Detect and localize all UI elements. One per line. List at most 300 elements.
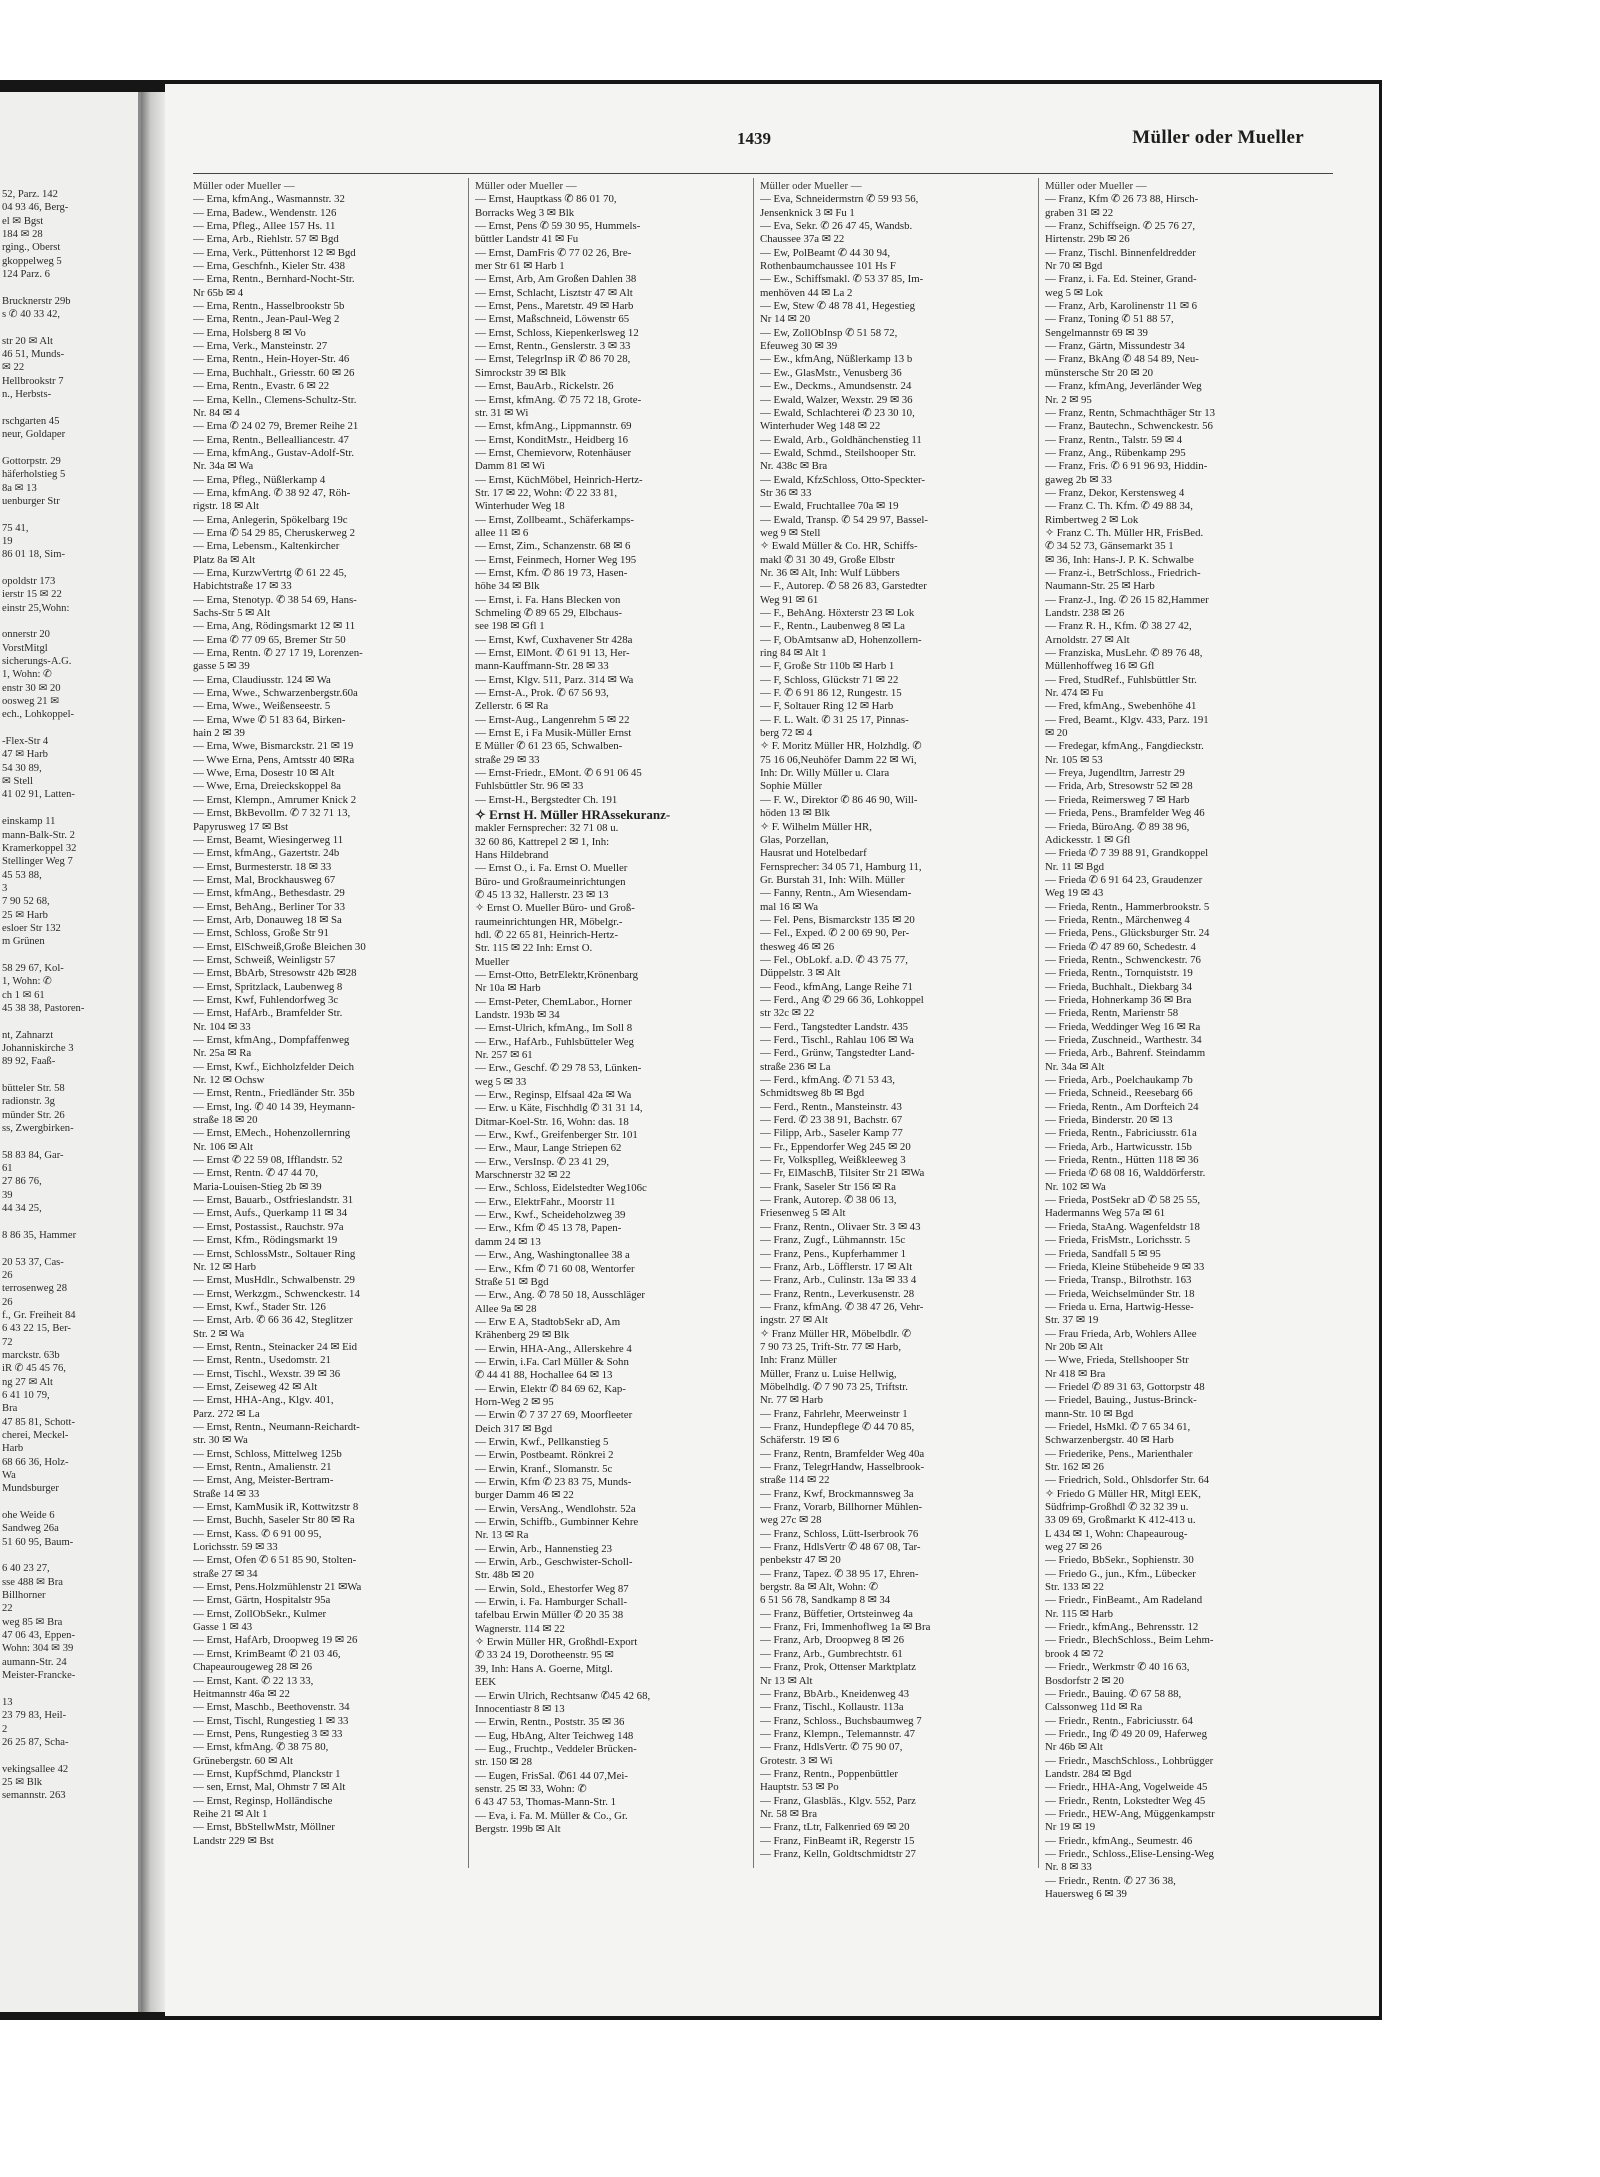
directory-entry: — Friedr., kfmAng., Seumestr. 46 (1045, 1834, 1193, 1847)
directory-entry: — Franz-J., Ing. ✆ 26 15 82,Hammer (1045, 593, 1209, 606)
directory-entry: straße 18 ✉ 20 (193, 1114, 258, 1127)
directory-entry: — Franz, Bautechn., Schwenckestr. 56 (1045, 420, 1213, 433)
directory-entry: Hauptstr. 53 ✉ Po (760, 1781, 839, 1794)
directory-entry: — Ewald, Schlachterei ✆ 23 30 10, (760, 406, 915, 419)
directory-column-4 (1045, 180, 1330, 1901)
directory-entry: — Ernst, Schloss, Mittelweg 125b (193, 1447, 342, 1460)
directory-entry: — Friedo G., jun., Kfm., Lübecker (1045, 1567, 1196, 1580)
directory-entry: bergstr. 8a ✉ Alt, Wohn: ✆ (760, 1581, 878, 1594)
directory-entry: — Frieda, Rentn., Märchenweg 4 (1045, 913, 1190, 926)
left-fragment-line: 6 40 23 27, (2, 1563, 50, 1575)
directory-entry: Str. 2 ✉ Wa (193, 1327, 245, 1340)
left-fragment-line: rging., Oberst (2, 242, 61, 254)
directory-entry: — Ewald, Arb., Goldhänchenstieg 11 (760, 433, 922, 446)
directory-entry: — Erwin Ulrich, Rechtsanw ✆45 42 68, (475, 1689, 651, 1702)
directory-entry: — Frieda, Weddinger Weg 16 ✉ Ra (1045, 1020, 1201, 1033)
directory-entry: — Erna, Ang, Rödingsmarkt 12 ✉ 11 (193, 620, 356, 633)
directory-entry: — Freya, Jugendltrn, Jarrestr 29 (1045, 767, 1185, 780)
left-fragment-line: 13 (2, 1696, 13, 1708)
directory-entry: ✆ 33 24 19, Dorotheenstr. 95 ✉ (475, 1649, 614, 1662)
left-fragment-line: ng 27 ✉ Alt (2, 1376, 53, 1388)
left-fragment-line: VorstMitgl (2, 642, 48, 654)
directory-entry: — Ernst, Aufs., Querkamp 11 ✉ 34 (193, 1207, 348, 1220)
left-fragment-line: ech., Lohkoppel- (2, 709, 75, 721)
left-fragment-line (2, 949, 138, 962)
directory-entry: Südfrimp-Großhdl ✆ 32 32 39 u. (1045, 1501, 1189, 1514)
directory-entry: — Franz, Kelln, Goldtschmidtstr 27 (760, 1847, 916, 1860)
directory-entry: — Ernst, Ofen ✆ 6 51 85 90, Stolten- (193, 1554, 357, 1567)
left-fragment-line (2, 615, 138, 628)
left-fragment-line (2, 722, 138, 735)
left-fragment-line: iR ✆ 45 45 76, (2, 1363, 66, 1375)
left-fragment-line: Meister-Francke- (2, 1670, 76, 1682)
directory-entry: — Erw., Maur, Lange Striepen 62 (475, 1142, 622, 1155)
directory-entry: — Ernst, BauArb., Rickelstr. 26 (475, 380, 614, 393)
directory-entry: — Ernst, BehAng., Berliner Tor 33 (193, 900, 345, 913)
directory-entry: Naumann-Str. 25 ✉ Harb (1045, 580, 1155, 593)
directory-entry: — Ernst, Rentn. ✆ 47 44 70, (193, 1167, 319, 1180)
column-head: Müller oder Mueller — (193, 180, 295, 192)
directory-entry: — Friedr., Bauing. ✆ 67 58 88, (1045, 1687, 1182, 1700)
directory-entry: — Erna, kfmAng., Wasmannstr. 32 (193, 193, 345, 206)
directory-entry: Rothenbaumchaussee 101 Hs F (760, 260, 896, 273)
directory-entry: — Friedr., Rentn. ✆ 27 36 38, (1045, 1874, 1176, 1887)
directory-entry: — Franz, kfmAng. ✆ 38 47 26, Vehr- (760, 1300, 924, 1313)
directory-entry: Reihe 21 ✉ Alt 1 (193, 1807, 268, 1820)
left-fragment-line: 75 41, (2, 522, 29, 534)
directory-entry: — Ernst, Maschb., Beethovenstr. 34 (193, 1701, 350, 1714)
directory-entry: ✧ F. Wilhelm Müller HR, (760, 820, 872, 833)
left-fragment-line: einskamp 11 (2, 816, 56, 828)
directory-entry: — Franz, Rentn., Leverkusenstr. 28 (760, 1287, 915, 1300)
directory-entry: — Ernst, Postassist., Rauchstr. 97a (193, 1220, 344, 1233)
left-fragment-line: ss, Zwergbirken- (2, 1123, 74, 1135)
left-fragment-line: Billhorner (2, 1590, 46, 1602)
directory-entry: — Franz, Arb., Löfflerstr. 17 ✉ Alt (760, 1260, 913, 1273)
directory-entry: hain 2 ✉ 39 (193, 727, 245, 740)
directory-entry: Lorichsstr. 59 ✉ 33 (193, 1541, 278, 1554)
directory-entry: — Ernst, kfmAng., Gazertstr. 24b (193, 847, 340, 860)
left-fragment-line: uenburger Str (2, 495, 60, 507)
directory-entry: Nr. 8 ✉ 33 (1045, 1861, 1092, 1874)
directory-entry: — Ernst, Zeiseweg 42 ✉ Alt (193, 1380, 318, 1393)
directory-entry: — Erw., Geschf. ✆ 29 78 53, Lünken- (475, 1062, 642, 1075)
left-fragment-line: 89 92, Faaß- (2, 1056, 56, 1068)
directory-entry: — Franz, Fri, Immenhoflweg 1a ✉ Bra (760, 1621, 931, 1634)
directory-entry: Efeuweg 30 ✉ 39 (760, 340, 838, 353)
directory-entry: Schwarzenbergstr. 40 ✉ Harb (1045, 1434, 1174, 1447)
left-fragment-line: ✉ 22 (2, 362, 25, 374)
directory-entry: — Ernst, Pens, Rungestieg 3 ✉ 33 (193, 1727, 343, 1740)
left-fragment-line: weg 85 ✉ Bra (2, 1616, 63, 1628)
directory-entry: Nr. 36 ✉ Alt, Inh: Wulf Lübbers (760, 566, 900, 579)
directory-entry: büttler Landstr 41 ✉ Fu (475, 233, 579, 246)
column-divider (753, 178, 754, 1868)
directory-entry: Damm 81 ✉ Wi (475, 460, 545, 473)
directory-entry: Innocentiastr 8 ✉ 13 (475, 1702, 565, 1715)
left-fragment-line (2, 402, 138, 415)
directory-entry: str. 30 ✉ Wa (193, 1434, 248, 1447)
directory-entry: — Erna, Anlegerin, Spökelbarg 19c (193, 513, 348, 526)
directory-entry: — Ernst, Werkzgm., Schwenckestr. 14 (193, 1287, 360, 1300)
directory-entry: Hans Hildebrand (475, 848, 549, 861)
left-fragment-line (2, 1242, 138, 1255)
directory-entry: — Frieda, BüroAng. ✆ 89 38 96, (1045, 820, 1190, 833)
left-fragment-line (2, 1015, 138, 1028)
directory-entry: E Müller ✆ 61 23 65, Schwalben- (475, 740, 623, 753)
directory-entry: 6 51 56 78, Sandkamp 8 ✉ 34 (760, 1594, 891, 1607)
directory-entry: — Frieda, Buchhalt., Diekbarg 34 (1045, 980, 1193, 993)
left-fragment-line: Kramerkoppel 32 (2, 842, 77, 854)
directory-entry: — Frieda, Pens., Glücksburger Str. 24 (1045, 927, 1210, 940)
directory-entry: makler Fernsprecher: 32 71 08 u. (475, 822, 619, 835)
directory-entry: Glas, Porzellan, (760, 833, 829, 846)
directory-entry: — Franz, TelegrHandw, Hasselbrook- (760, 1461, 925, 1473)
directory-entry: mer Str 61 ✉ Harb 1 (475, 260, 565, 273)
directory-entry: — Ernst, Reginsp, Holländische (193, 1794, 333, 1807)
directory-entry: weg 27 ✉ 26 (1045, 1541, 1102, 1554)
directory-entry: Fuhlsbüttler Str. 96 ✉ 33 (475, 780, 584, 793)
directory-entry: — Erna, Pfleg., Allee 157 Hs. 11 (193, 220, 336, 233)
directory-entry: ✧ F. Moritz Müller HR, Holzhdlg. ✆ (760, 740, 922, 753)
directory-entry: mal 16 ✉ Wa (760, 900, 819, 913)
directory-entry: Nr. 257 ✉ 61 (475, 1049, 533, 1061)
directory-entry: — Friedr., BlechSchloss., Beim Lehm- (1045, 1634, 1214, 1647)
directory-entry: — Erna, Arb., Riehlstr. 57 ✉ Bgd (193, 233, 339, 246)
directory-entry: — Erwin, Kranf., Slomanstr. 5c (475, 1462, 613, 1475)
directory-entry: graben 31 ✉ 22 (1045, 206, 1114, 219)
left-fragment-line: 72 (2, 1336, 13, 1348)
directory-entry: — Ernst, Klempn., Amrumer Knick 2 (193, 793, 357, 806)
directory-entry: allee 11 ✉ 6 (475, 526, 529, 539)
left-fragment-line (2, 1135, 138, 1148)
left-fragment-line: 44 34 25, (2, 1203, 42, 1215)
left-fragment-line: 27 86 76, (2, 1176, 42, 1188)
directory-entry: — Erna, KurzwVertrtg ✆ 61 22 45, (193, 566, 347, 579)
directory-entry: — Ernst, Tischl., Wexstr. 39 ✉ 36 (193, 1367, 341, 1380)
directory-entry: 32 60 86, Kattrepel 2 ✉ 1, Inh: (475, 835, 610, 848)
directory-entry: — Fred, kfmAng., Swebenhöhe 41 (1045, 700, 1197, 713)
directory-entry: — Franz-i., BetrSchloss., Friedrich- (1045, 566, 1201, 579)
directory-entry: Nr 20b ✉ Alt (1045, 1340, 1103, 1353)
left-fragment-line: 46 51, Munds- (2, 349, 65, 361)
left-fragment-line: sse 488 ✉ Bra (2, 1576, 63, 1588)
directory-entry: — Erna ✆ 77 09 65, Bremer Str 50 (193, 633, 346, 646)
directory-entry: Hadermanns Weg 57a ✉ 61 (1045, 1207, 1166, 1220)
directory-entry: — Fel., Exped. ✆ 2 00 69 90, Per- (760, 927, 910, 940)
directory-entry: Habichtstraße 17 ✉ 33 (193, 580, 292, 593)
directory-entry: — Erw., Kwf., Greifenberger Str. 101 (475, 1129, 638, 1142)
directory-entry: — Ernst, KamMusik iR, Kottwitzstr 8 (193, 1501, 359, 1514)
left-fragment-line: Wohn: 304 ✉ 39 (2, 1643, 74, 1655)
directory-entry: — Fr, ElMaschB, Tilsiter Str 21 ✉Wa (760, 1167, 925, 1180)
directory-entry: Mueller (475, 955, 510, 968)
left-fragment-line: opoldstr 173 (2, 575, 56, 587)
directory-entry: — Frieda, Reimersweg 7 ✉ Harb (1045, 793, 1190, 806)
directory-entry: 6 43 47 53, Thomas-Mann-Str. 1 (475, 1796, 617, 1809)
directory-entry: Krähenberg 29 ✉ Blk (475, 1329, 570, 1342)
directory-entry: Borracks Weg 3 ✉ Blk (475, 206, 575, 219)
directory-entry: — Ernst, TelegrInsp iR ✆ 86 70 28, (475, 353, 631, 366)
directory-entry: — Frieda, Schneid., Reesebarg 66 (1045, 1087, 1193, 1100)
left-fragment-line: 8a ✉ 13 (2, 482, 37, 494)
directory-entry: — Franz, Arb., Gumbrechtstr. 61 (760, 1647, 903, 1660)
left-fragment-line: s ✆ 40 33 42, (2, 309, 61, 321)
page-header (165, 129, 1379, 159)
directory-entry: Weg 19 ✉ 43 (1045, 887, 1104, 900)
left-fragment-line (2, 1749, 138, 1762)
directory-entry: — Ernst, Kwf, Fuhlendorfweg 3c (193, 993, 339, 1006)
directory-entry: — Ernst, KüchMöbel, Heinrich-Hertz- (475, 473, 643, 486)
directory-entry: — Ernst, Ang, Meister-Bertram- (193, 1474, 334, 1487)
directory-entry: Nr. 34a ✉ Alt (1045, 1060, 1105, 1073)
directory-entry: — Frieda, Rentn., Hammerbrookstr. 5 (1045, 900, 1210, 913)
directory-entry: Nr. 77 ✉ Harb (760, 1394, 824, 1407)
directory-entry: höhe 34 ✉ Blk (475, 580, 540, 593)
directory-entry: Möbelhdlg. ✆ 7 90 73 25, Triftstr. (760, 1380, 908, 1393)
directory-entry: Hirtenstr. 29b ✉ 26 (1045, 233, 1130, 246)
left-fragment-line: 68 66 36, Holz- (2, 1456, 69, 1468)
directory-entry: raumeinrichtungen HR, Möbelgr.- (475, 915, 623, 928)
directory-entry: — Ernst, EMech., Hohenzollernring (193, 1127, 351, 1140)
directory-entry: rigstr. 18 ✉ Alt (193, 500, 260, 513)
directory-entry: — Ernst, Arb, Am Großen Dahlen 38 (475, 273, 637, 286)
directory-entry: — Friedr., HHA-Ang, Vogelweide 45 (1045, 1781, 1208, 1794)
directory-entry: — Franz, i. Fa. Ed. Steiner, Grand- (1045, 273, 1197, 286)
directory-entry: Winterhuder Weg 148 ✉ 22 (760, 420, 881, 433)
left-fragment-line: terrosenweg 28 (2, 1283, 68, 1295)
directory-entry: — Friederike, Pens., Marienthaler (1045, 1447, 1193, 1460)
directory-entry: — Franz, tLtr, Falkenried 69 ✉ 20 (760, 1821, 910, 1834)
directory-entry: — Ernst ✆ 22 59 08, Ifflandstr. 52 (193, 1154, 343, 1167)
directory-entry: — Frank, Autorep. ✆ 38 06 13, (760, 1194, 897, 1207)
left-fragment-line: sicherungs-A.G. (2, 656, 72, 668)
left-fragment-line: cherei, Meckel- (2, 1429, 69, 1441)
directory-entry: mann-Kauffmann-Str. 28 ✉ 33 (475, 660, 609, 673)
directory-entry: — Ernst, Kfm., Rödingsmarkt 19 (193, 1234, 338, 1247)
directory-entry: Chapeaurougeweg 28 ✉ 26 (193, 1661, 313, 1674)
left-fragment-line (2, 802, 138, 815)
left-fragment-line: enstr 30 ✉ 20 (2, 682, 61, 694)
directory-entry: L 434 ✉ 1, Wohn: Chapeauroug- (1045, 1527, 1188, 1540)
directory-entry: — Feod., kfmAng, Lange Reihe 71 (760, 980, 913, 993)
directory-entry: Fernsprecher: 34 05 71, Hamburg 11, (760, 860, 922, 873)
directory-entry: — Ernst, Zim., Schanzenstr. 68 ✉ 6 (475, 540, 631, 553)
left-fragment-line: ch 1 ✉ 61 (2, 989, 45, 1001)
directory-entry: — Wwe, Frieda, Stellshooper Str (1045, 1354, 1189, 1367)
left-fragment-line: 45 38 38, Pastoren- (2, 1002, 85, 1014)
directory-entry: Nr 13 ✉ Alt (760, 1674, 813, 1687)
directory-entry: — sen, Ernst, Mal, Ohmstr 7 ✉ Alt (193, 1781, 346, 1794)
directory-entry: — Franz, Prok, Ottenser Marktplatz (760, 1661, 916, 1674)
directory-entry: Grotestr. 3 ✉ Wi (760, 1754, 833, 1767)
directory-entry: Winterhuder Weg 18 (475, 500, 565, 513)
directory-entry: — Erna, kfmAng., Gustav-Adolf-Str. (193, 446, 355, 459)
directory-column-3 (760, 180, 1030, 1861)
left-fragment-line: 41 02 91, Latten- (2, 789, 75, 801)
directory-entry: — Franz, Rentn., Olivaer Str. 3 ✉ 43 (760, 1220, 921, 1233)
left-fragment-line: Stellinger Weg 7 (2, 856, 73, 868)
directory-entry: — Erna, Rentn., Bellealliancestr. 47 (193, 433, 349, 446)
directory-entry: ✧ Franz C. Th. Müller HR, FrisBed. (1045, 526, 1204, 539)
left-fragment-line: 6 41 10 79, (2, 1389, 50, 1401)
directory-entry: — Ernst, Rentn., Steinacker 24 ✉ Eid (193, 1340, 358, 1353)
directory-entry: — Ernst, DamFris ✆ 77 02 26, Bre- (475, 246, 632, 259)
directory-entry: — Frieda, Binderstr. 20 ✉ 13 (1045, 1114, 1173, 1127)
directory-column-1 (193, 180, 463, 1848)
directory-entry: gasse 5 ✉ 39 (193, 660, 250, 673)
directory-entry: — Eug., Fruchtp., Veddeler Brücken- (475, 1742, 637, 1755)
directory-entry: — Eva, i. Fa. M. Müller & Co., Gr. (475, 1809, 628, 1822)
directory-entry: Bosdorfstr 2 ✉ 20 (1045, 1674, 1124, 1687)
directory-entry: Nr 65b ✉ 4 (193, 286, 244, 299)
directory-entry: — Franz, Fris. ✆ 6 91 96 93, Hiddin- (1045, 460, 1208, 473)
left-fragment-line: 20 53 37, Cas- (2, 1256, 64, 1268)
directory-entry: — Ernst, Kant. ✆ 22 13 33, (193, 1674, 314, 1687)
left-fragment-line: Gottorpstr. 29 (2, 455, 61, 467)
directory-entry: — Eva, Sekr. ✆ 26 47 45, Wandsb. (760, 220, 913, 233)
directory-entry: — Ewald, Transp. ✆ 54 29 97, Bassel- (760, 513, 928, 526)
directory-entry: — Franz, Fahrlehr, Meerweinstr 1 (760, 1407, 908, 1420)
directory-entry: — Eugen, FrisSal. ✆61 44 07,Mei- (475, 1769, 628, 1782)
directory-entry: — Ferd., Grünw, Tangstedter Land- (760, 1047, 915, 1060)
directory-entry: — Franz, Ang., Rübenkamp 295 (1045, 446, 1186, 459)
directory-entry: Calssonweg 11d ✉ Ra (1045, 1701, 1143, 1714)
directory-entry: Nr. 84 ✉ 4 (193, 406, 240, 419)
directory-entry: Schäferstr. 19 ✉ 6 (760, 1434, 840, 1447)
directory-entry: — Frieda, Transp., Bilrothstr. 163 (1045, 1274, 1192, 1287)
directory-entry: — Ferd. ✆ 23 38 91, Bachstr. 67 (760, 1114, 903, 1127)
directory-entry: Deich 317 ✉ Bgd (475, 1422, 553, 1435)
directory-entry: — F, Große Str 110b ✉ Harb 1 (760, 660, 895, 673)
directory-entry: — Ernst-A., Prok. ✆ 67 56 93, (475, 687, 609, 700)
left-page-text (2, 188, 138, 1803)
directory-entry: — Franz, FinBeamt iR, Regerstr 15 (760, 1834, 915, 1847)
left-fragment-line (2, 562, 138, 575)
left-fragment-line: einstr 25,Wohn: (2, 602, 70, 614)
directory-entry: — Ernst-H., Bergstedter Ch. 191 (475, 793, 618, 806)
directory-entry: — Friedel, Bauing., Justus-Brinck- (1045, 1394, 1197, 1407)
directory-entry: Friesenweg 5 ✉ Alt (760, 1207, 846, 1220)
left-fragment-line (2, 508, 138, 521)
directory-entry: — Franz, Klempn., Telemannstr. 47 (760, 1727, 915, 1740)
column-head: Müller oder Mueller — (1045, 180, 1147, 192)
directory-entry: Landstr. 284 ✉ Bgd (1045, 1767, 1132, 1780)
directory-entry: Maria-Louisen-Stieg 2b ✉ 39 (193, 1180, 322, 1193)
directory-entry: ✧ Erwin Müller HR, Großhdl-Export (475, 1636, 638, 1649)
directory-entry: — Franz, Vorarb, Billhorner Mühlen- (760, 1501, 923, 1514)
directory-entry: — Erwin, i.Fa. Carl Müller & Sohn (475, 1355, 629, 1368)
directory-entry: — Franz, kfmAng, Jeverländer Weg (1045, 380, 1202, 393)
directory-entry: — Erna, Rentn. ✆ 27 17 19, Lorenzen- (193, 647, 363, 660)
directory-entry: — Fredegar, kfmAng., Fangdieckstr. (1045, 740, 1204, 753)
directory-entry: straße 114 ✉ 22 (760, 1474, 830, 1487)
left-fragment-line: 25 ✉ Harb (2, 909, 48, 921)
directory-entry: — Ernst, Rentn., Neumann-Reichardt- (193, 1420, 360, 1433)
directory-entry: — Fanny, Rentn., Am Wiesendam- (760, 887, 912, 900)
directory-entry: — Frieda, Rentn., Tornquiststr. 19 (1045, 967, 1193, 980)
directory-entry: Adickesstr. 1 ✉ Gfl (1045, 833, 1131, 846)
directory-entry: — Ernst, HafArb, Droopweg 19 ✉ 26 (193, 1634, 358, 1647)
directory-entry: — Ernst, Maßschneid, Löwenstr 65 (475, 313, 630, 326)
directory-entry: Nr. 12 ✉ Harb (193, 1260, 257, 1273)
directory-entry: — Ernst, kfmAng. ✆ 38 75 80, (193, 1741, 329, 1754)
directory-entry: — Ew, ZollObInsp ✆ 51 58 72, (760, 326, 898, 339)
directory-entry: — Ernst-Ulrich, kfmAng., Im Soll 8 (475, 1022, 633, 1035)
directory-entry: — F, Soltauer Ring 12 ✉ Harb (760, 700, 894, 713)
left-fragment-line: 54 30 89, (2, 762, 42, 774)
directory-entry: Gr. Burstah 31, Inh: Wilh. Müller (760, 873, 905, 886)
directory-entry: — Frieda, Arb., Bahrenf. Steindamm (1045, 1047, 1206, 1060)
directory-entry: — Erwin, Elektr ✆ 84 69 62, Kap- (475, 1382, 626, 1395)
directory-entry: Sengelmannstr 69 ✉ 39 (1045, 326, 1148, 339)
left-fragment-line: 2 (2, 1723, 8, 1735)
directory-entry: Nr 19 ✉ 19 (1045, 1821, 1096, 1834)
directory-entry: — Ernst-Peter, ChemLabor., Horner (475, 995, 632, 1008)
directory-entry: str. 31 ✉ Wi (475, 406, 529, 419)
directory-entry: gaweg 2b ✉ 33 (1045, 473, 1112, 486)
directory-entry: — Erna, Rentn., Evastr. 6 ✉ 22 (193, 380, 330, 393)
directory-entry: — Franz, Gärtn, Missundestr 34 (1045, 340, 1185, 353)
left-fragment-line: 39 (2, 1189, 13, 1201)
directory-entry: — Erwin, Arb., Geschwister-Scholl- (475, 1556, 633, 1569)
page-number: 1439 (737, 129, 771, 148)
directory-entry: — Franz, Rentn, Bramfelder Weg 40a (760, 1447, 925, 1460)
directory-entry: — Franz, Glasbläs., Klgv. 552, Parz (760, 1794, 916, 1807)
directory-entry: — Ew., Schiffsmakl. ✆ 53 37 85, Im- (760, 273, 924, 286)
directory-entry: Hausrat und Hotelbedarf (760, 847, 867, 860)
directory-entry: — Fred, StudRef., Fuhlsbüttler Str. (1045, 673, 1197, 686)
directory-entry: — Franz, Hundepflege ✆ 44 70 85, (760, 1420, 915, 1433)
directory-entry: — Friedr., Ing ✆ 49 20 09, Haferweg (1045, 1727, 1207, 1740)
directory-entry: — Ernst, SchlossMstr., Soltauer Ring (193, 1247, 356, 1260)
directory-entry: Nr 70 ✉ Bgd (1045, 260, 1103, 273)
directory-entry: — Erw. u Käte, Fischhdlg ✆ 31 31 14, (475, 1102, 643, 1115)
left-fragment-line: mann-Balk-Str. 2 (2, 829, 75, 841)
left-fragment-line: Wa (2, 1470, 16, 1481)
left-fragment-line: münder Str. 26 (2, 1109, 65, 1121)
directory-entry: — Erna, Rentn., Hasselbrookstr 5b (193, 300, 345, 313)
directory-entry: — Erna ✆ 24 02 79, Bremer Reihe 21 (193, 420, 359, 433)
directory-entry: — Erwin, HHA-Ang., Allerskehre 4 (475, 1342, 632, 1355)
left-fragment-line: 7 90 52 68, (2, 896, 50, 908)
directory-entry: Str. 115 ✉ 22 Inh: Ernst O. (475, 942, 593, 955)
directory-entry: — Wwe Erna, Pens, Amtsstr 40 ✉Ra (193, 753, 355, 766)
directory-entry: — Franziska, MusLehr. ✆ 89 76 48, (1045, 647, 1203, 660)
directory-entry: — Erw., Ang. ✆ 78 50 18, Ausschläger (475, 1289, 645, 1302)
directory-entry: Nr. 105 ✉ 53 (1045, 753, 1103, 766)
directory-entry: Nr. 12 ✉ Ochsw (193, 1074, 265, 1087)
directory-entry: Str. 17 ✉ 22, Wohn: ✆ 22 33 81, (475, 486, 618, 499)
directory-entry: ✧ Friedo G Müller HR, Mitgl EEK, (1045, 1487, 1201, 1500)
directory-entry: — Ernst, Arb, Donauweg 18 ✉ Sa (193, 913, 342, 926)
directory-entry: — Friedr., FinBeamt., Am Radeland (1045, 1594, 1203, 1607)
left-fragment-line: 26 25 87, Scha- (2, 1736, 69, 1748)
directory-entry: — Ernst, kfmAng., Lippmannstr. 69 (475, 420, 632, 433)
directory-entry: Nr. 2 ✉ 95 (1045, 393, 1092, 406)
directory-entry: — Erwin, VersAng., Wendlohstr. 52a (475, 1502, 636, 1515)
directory-entry: — Ewald, Fruchtallee 70a ✉ 19 (760, 500, 899, 513)
directory-entry: — Franz, Zugf., Lühmannstr. 15c (760, 1234, 906, 1247)
directory-entry: hdl. ✆ 22 65 81, Heinrich-Hertz- (475, 928, 619, 941)
directory-entry: höden 13 ✉ Blk (760, 807, 830, 820)
directory-entry: — Frieda, Weichselmünder Str. 18 (1045, 1287, 1195, 1300)
directory-entry: — Erna, Pfleg., Nüßlerkamp 4 (193, 473, 326, 486)
directory-entry: münstersche Str 20 ✉ 20 (1045, 366, 1154, 379)
directory-entry: Heitmannstr 46a ✉ 22 (193, 1687, 290, 1700)
column-divider (1038, 178, 1039, 1868)
directory-entry: Düppelstr. 3 ✉ Alt (760, 967, 841, 980)
